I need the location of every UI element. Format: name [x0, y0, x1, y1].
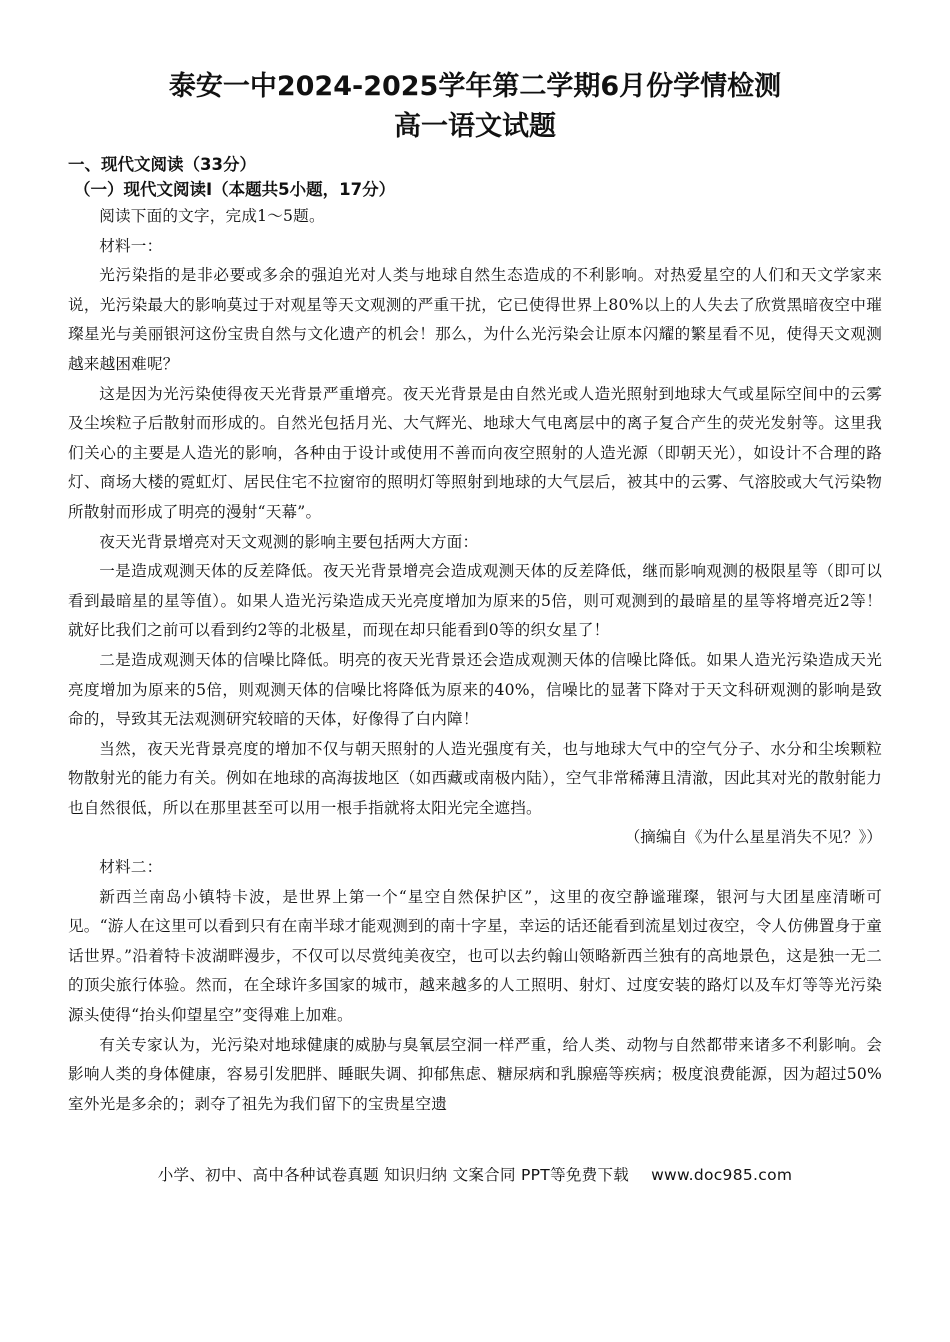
footer-url[interactable]: www.doc985.com: [651, 1166, 793, 1184]
reading-instruction: 阅读下面的文字，完成1～5题。: [99, 207, 325, 225]
exam-subtitle: 高一语文试题: [394, 111, 556, 142]
material1-paragraph-5: 二是造成观测天体的信噪比降低。明亮的夜天光背景还会造成观测天体的信噪比降低。如果人造光污染造成天光亮度增加为原来的5倍，则观测天体的信噪比将降低为原来的40%，信噪比的显著下降对于天文科研观测的影响是致命的，导致其无法观测研究较暗的天体，好像得了白内障！: [68, 650, 882, 729]
material1-source: （摘编自《为什么星星消失不见？》）: [624, 828, 882, 847]
material1-paragraph-6: 当然，夜天光背景亮度的增加不仅与朝天照射的人造光强度有关，也与地球大气中的空气分子、水分和尘埃颗粒物散射光的能力有关。例如在地球的高海拔地区（如西藏或南极内陆），空气非常稀薄且清澈，因此其对光的散射能力也自然很低，所以在那里甚至可以用一根手指就将太阳光完全遮挡。: [68, 739, 882, 817]
footer-text: 小学、初中、高中各种试卷真题 知识归纳 文案合同 PPT等免费下载: [157, 1166, 630, 1184]
page-footer: [0, 1163, 950, 1185]
section-heading-part1: 一、现代文阅读（33分）: [68, 155, 256, 174]
material1-paragraph-1: 光污染指的是非必要或多余的强迫光对人类与地球自然生态造成的不利影响。对热爱星空的人们和天文学家来说，光污染最大的影响莫过于对观星等天文观测的严重干扰，它已使得世界上80%以上的人失去了欣赏黑暗夜空中璀璨星光与美丽银河这份宝贵自然与文化遗产的机会！那么，为什么光污染会让原本闪耀的繁星看不见，使得天文观测越来越困难呢？: [68, 266, 882, 373]
material2-paragraph-2: 有关专家认为，光污染对地球健康的威胁与臭氧层空洞一样严重，给人类、动物与自然都带来诸多不利影响。会影响人类的身体健康，容易引发肥胖、睡眠失调、抑郁焦虑、糖尿病和乳腺癌等疾病；极度浪费能源，因为超过50%室外光是多余的；剥夺了祖先为我们留下的宝贵星空遗: [68, 1035, 882, 1113]
material1-paragraph-2: 这是因为光污染使得夜天光背景严重增亮。夜天光背景是由自然光或人造光照射到地球大气或星际空间中的云雾及尘埃粒子后散射而形成的。自然光包括月光、大气辉光、地球大气电离层中的离子复合产生的荧光发射等。这里我们关心的主要是人造光的影响，各种由于设计或使用不善而向夜空照射的人造光源（即朝天光），如设计不合理的路灯、商场大楼的霓虹灯、居民住宅不拉窗帘的照明灯等照射到地球的大气层后，被其中的云雾、气溶胶或大气污染物所散射而形成了明亮的漫射“天幕”。: [68, 384, 882, 521]
material1-paragraph-4: 一是造成观测天体的反差降低。夜天光背景增亮会造成观测天体的反差降低，继而影响观测的极限星等（即可以看到最暗星的星等值）。如果人造光污染造成天光亮度增加为原来的5倍，则可观测到的最暗星的星等将增亮近2等！就好比我们之前可以看到约2等的北极星，而现在却只能看到0等的织女星了！: [68, 562, 882, 640]
material2-label: 材料二：: [99, 858, 163, 877]
material1-label: 材料一：: [99, 236, 163, 255]
section-heading-reading1: （一）现代文阅读Ⅰ（本题共5小题，17分）: [74, 180, 396, 199]
material1-paragraph-3: 夜天光背景增亮对天文观测的影响主要包括两大方面：: [99, 532, 479, 551]
material2-paragraph-1: 新西兰南岛小镇特卡波，是世界上第一个“星空自然保护区”，这里的夜空静谧璀璨，银河与大团星座清晰可见。“游人在这里可以看到只有在南半球才能观测到的南十字星，幸运的话还能看到流星划过夜空，令人仿佛置身于童话世界。”沿着特卡波湖畔漫步，不仅可以尽赏纯美夜空，也可以去约翰山领略新西兰独有的高地景色，这是独一无二的顶尖旅行体验。然而，在全球许多国家的城市，越来越多的人工照明、射灯、过度安装的路灯以及车灯等等光污染源头使得“抬头仰望星空”变得难上加难。: [68, 887, 882, 1025]
exam-title: 泰安一中2024-2025学年第二学期6月份学情检测: [168, 71, 782, 102]
